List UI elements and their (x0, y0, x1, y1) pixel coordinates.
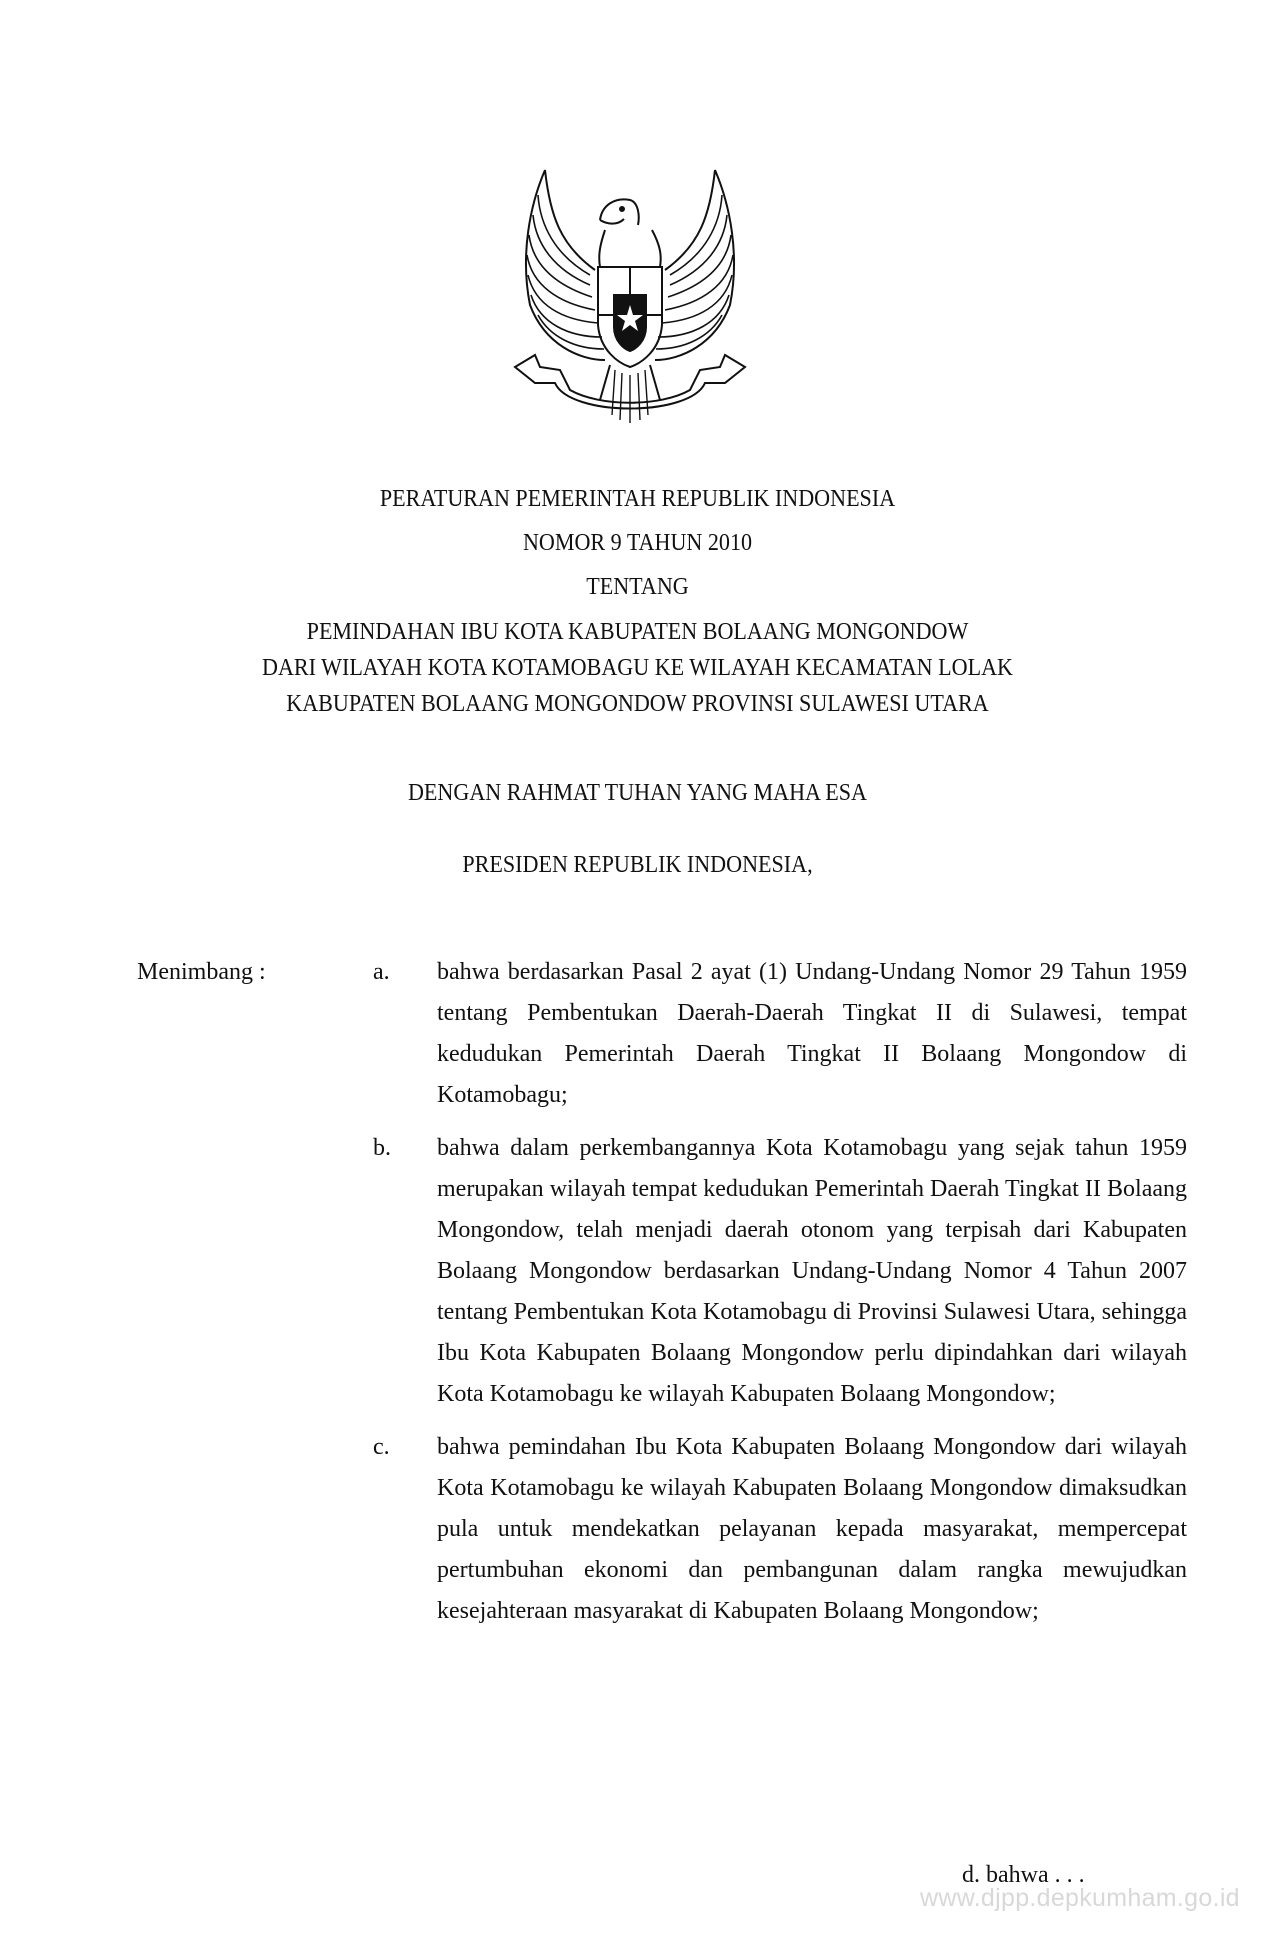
invocation: DENGAN RAHMAT TUHAN YANG MAHA ESA (407, 780, 867, 806)
considering-item-a (373, 952, 1187, 1116)
regulation-about: TENTANG (586, 574, 689, 600)
president-heading: PRESIDEN REPUBLIK INDONESIA, (462, 852, 813, 878)
item-letter: c. (373, 1434, 390, 1460)
subject-line-3: KABUPATEN BOLAANG MONGONDOW PROVINSI SULAWESI UTARA (286, 691, 989, 717)
item-text: bahwa pemindahan Ibu Kota Kabupaten Bolaang Mongondow dari wilayah Kota Kotamobagu ke wilayah Kabupaten Bolaang Mongondow dimaksudkan pula untuk mendekatkan pelayanan kepada masyarakat, mempercepat pertumbuhan ekonomi dan pembangunan dalam rangka mewujudkan kesejahteraan masyarakat di Kabupaten Bolaang Mongondow; (437, 1434, 1187, 1624)
garuda-emblem (500, 145, 760, 440)
regulation-title: PERATURAN PEMERINTAH REPUBLIK INDONESIA (379, 486, 896, 512)
item-text: bahwa berdasarkan Pasal 2 ayat (1) Undang-Undang Nomor 29 Tahun 1959 tentang Pembentukan Daerah-Daerah Tingkat II di Sulawesi, tempat kedudukan Pemerintah Daerah Tingkat II Bolaang Mongondow di Kotamobagu; (437, 959, 1187, 1108)
considering-item-b (373, 1128, 1187, 1415)
subject-line-1: PEMINDAHAN IBU KOTA KABUPATEN BOLAANG MONGONDOW (306, 619, 969, 645)
item-text: bahwa dalam perkembangannya Kota Kotamobagu yang sejak tahun 1959 merupakan wilayah tempat kedudukan Pemerintah Daerah Tingkat II Bolaang Mongondow, telah menjadi daerah otonom yang terpisah dari Kabupaten Bolaang Mongondow berdasarkan Undang-Undang Nomor 4 Tahun 2007 tentang Pembentukan Kota Kotamobagu di Provinsi Sulawesi Utara, sehingga Ibu Kota Kabupaten Bolaang Mongondow perlu dipindahkan dari wilayah Kota Kotamobagu ke wilayah Kabupaten Bolaang Mongondow; (437, 1135, 1187, 1407)
considering-label: Menimbang : (137, 959, 266, 985)
item-letter: b. (373, 1135, 391, 1161)
continuation-marker: d. bahwa . . . (962, 1862, 1085, 1888)
considering-section (137, 952, 1187, 1644)
item-letter: a. (373, 959, 390, 985)
considering-item-c (373, 1427, 1187, 1632)
watermark: www.djpp.depkumham.go.id (920, 1884, 1240, 1912)
regulation-number: NOMOR 9 TAHUN 2010 (522, 530, 753, 556)
subject-line-2: DARI WILAYAH KOTA KOTAMOBAGU KE WILAYAH KECAMATAN LOLAK (262, 655, 1013, 681)
